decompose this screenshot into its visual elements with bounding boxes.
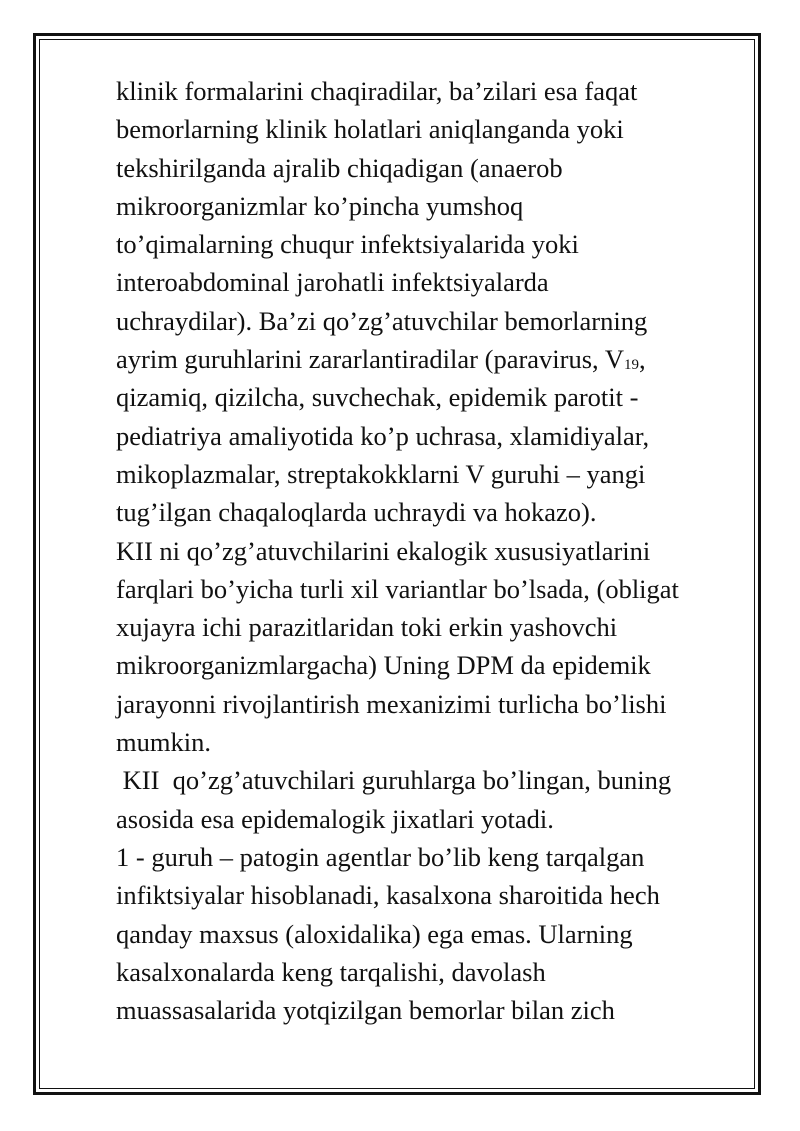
text-line: 1 - guruh – patogin agentlar bo’lib keng tarqalgan bbox=[116, 841, 645, 872]
text-line: farqlari bo’yicha turli xil variantlar bo’lsada, (obligat bbox=[116, 573, 679, 604]
text-line: tekshirilganda ajralib chiqadigan (anaerob bbox=[116, 152, 563, 183]
text-line: mumkin. bbox=[116, 727, 211, 758]
text-line: qanday maxsus (aloxidalika) ega emas. Ularning bbox=[116, 918, 633, 949]
text-line: mikroorganizmlargacha) Uning DPM da epidemik bbox=[116, 650, 651, 681]
text-line: qizamiq, qizilcha, suvchechak, epidemik parotit - bbox=[116, 382, 639, 413]
text-line: KII qo’zg’atuvchilari guruhlarga bo’lingan, buning bbox=[116, 765, 672, 796]
text-line: interoabdominal jarohatli infektsiyalarda bbox=[116, 267, 549, 298]
text-line: uchraydilar). Ba’zi qo’zg’atuvchilar bemorlarning bbox=[116, 305, 648, 336]
text-segment: , bbox=[638, 344, 646, 375]
document-body bbox=[116, 72, 756, 1029]
text-line: tug’ilgan chaqaloqlarda uchraydi va hokazo). bbox=[116, 497, 597, 528]
text-line: muassasalarida yotqizilgan bemorlar bilan zich bbox=[116, 995, 615, 1026]
text-segment: ayrim guruhlarini zararlantiradilar (paravirus, V bbox=[116, 344, 624, 375]
text-line: asosida esa epidemalogik jixatlari yotadi. bbox=[116, 803, 554, 834]
text-line: jarayonni rivojlantirish mexanizimi turlicha bo’lishi bbox=[116, 688, 667, 719]
text-line: infiktsiyalar hisoblanadi, kasalxona sharoitida hech bbox=[116, 880, 660, 911]
text-line: xujayra ichi parazitlaridan toki erkin yashovchi bbox=[116, 612, 618, 643]
subscript: 19 bbox=[623, 357, 639, 374]
text-line: KII ni qo’zg’atuvchilarini ekalogik xususiyatlarini bbox=[116, 535, 651, 566]
text-line: klinik formalarini chaqiradilar, ba’zilari esa faqat bbox=[116, 76, 638, 106]
text-line: to’qimalarning chuqur infektsiyalarida yoki bbox=[116, 229, 579, 260]
text-line-with-subscript bbox=[116, 340, 756, 378]
text-line: pediatriya amaliyotida ko’p uchrasa, xlamidiyalar, bbox=[116, 420, 650, 451]
text-line: bemorlarning klinik holatlari aniqlanganda yoki bbox=[116, 114, 624, 145]
text-line: mikoplazmalar, streptakokklarni V guruhi – yangi bbox=[116, 458, 646, 489]
text-line: kasalxonalarda keng tarqalishi, davolash bbox=[116, 956, 546, 987]
text-line: mikroorganizmlar ko’pincha yumshoq bbox=[116, 190, 524, 221]
